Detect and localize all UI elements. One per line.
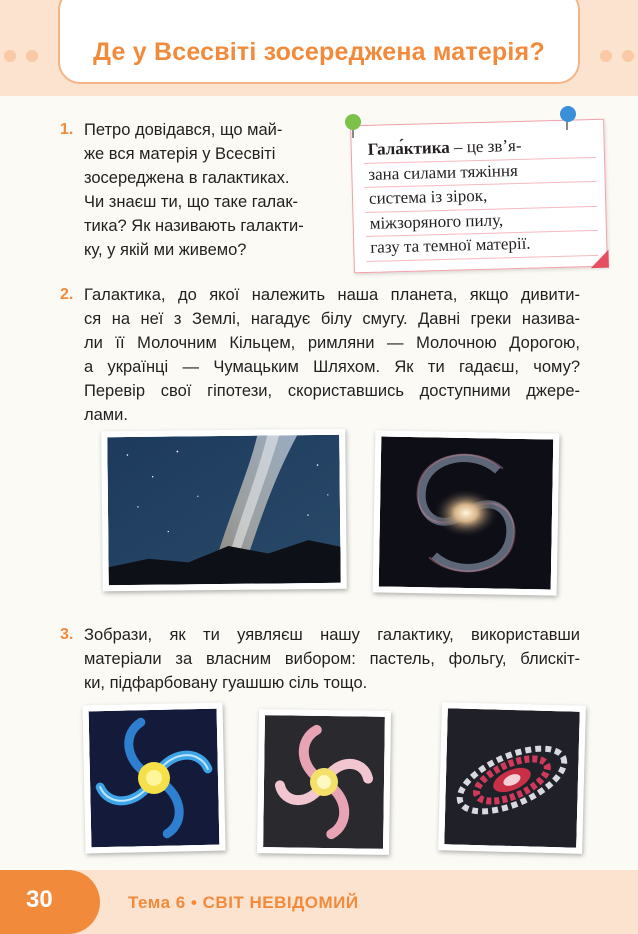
task-2-line: Галактика, до якої належить наша планета, якщо дивити- bbox=[84, 286, 580, 304]
task-1-number: 1. bbox=[60, 121, 74, 138]
decor-dot bbox=[4, 50, 16, 62]
task-2-text bbox=[84, 283, 580, 427]
task-1-line: же вся матерія у Всесвіті bbox=[84, 145, 276, 163]
pink-galaxy-drawing bbox=[263, 715, 385, 849]
milky-way-photo bbox=[101, 429, 347, 592]
definition-note bbox=[350, 119, 608, 274]
page-title: Де у Всесвіті зосереджена матерія? bbox=[93, 38, 545, 66]
green-pin-icon bbox=[345, 114, 361, 130]
task-1-line: зосереджена в галактиках. bbox=[84, 169, 290, 187]
definition-line: зана силами тяжіння bbox=[368, 160, 519, 184]
spiral-galaxy-photo bbox=[373, 430, 560, 595]
task-2-line: лами. bbox=[84, 406, 128, 424]
blue-galaxy-drawing bbox=[89, 709, 220, 848]
task-1-line: Петро довідався, що май- bbox=[84, 121, 283, 139]
section-title: Тема 6 • СВІТ НЕВІДОМИЙ bbox=[128, 893, 359, 912]
red-galaxy-drawing bbox=[444, 708, 580, 847]
decor-dot bbox=[622, 50, 634, 62]
task-2-number: 2. bbox=[60, 286, 74, 303]
blue-pin-icon bbox=[560, 106, 576, 122]
task-3-line: ки, підфарбовану гуашшю сіль тощо. bbox=[84, 674, 368, 692]
task-1-line: ку, у якій ми живемо? bbox=[84, 241, 247, 259]
artwork-blue-galaxy bbox=[82, 703, 225, 854]
milky-way-image bbox=[107, 435, 341, 585]
artwork-red-galaxy bbox=[438, 702, 586, 854]
task-3-line: матеріали за власним вибором: пастель, фольгу, блискіт- bbox=[84, 650, 580, 668]
task-1-line: Чи знаєш ти, що таке галак- bbox=[84, 193, 299, 211]
task-2-line: ся на неї з Землі, нагадує білу смугу. Давні греки назива- bbox=[84, 310, 580, 328]
definition-line: система із зірок, bbox=[368, 185, 488, 208]
definition-term: Гала́ктика bbox=[367, 137, 450, 159]
task-2-line: ли її Молочним Кільцем, римляни — Молочною Дорогою, bbox=[84, 334, 580, 352]
task-1-line: тика? Як називають галакти- bbox=[84, 217, 304, 235]
task-2-line: а українці — Чумацьким Шляхом. Як ти гадаєш, чому? bbox=[84, 358, 580, 376]
task-3-line: Зобрази, як ти уявляєш нашу галактику, використавши bbox=[84, 626, 580, 644]
definition-line-rest: – це зв’я- bbox=[449, 135, 522, 157]
decor-dot bbox=[600, 50, 612, 62]
definition-line: газу та темної матерії. bbox=[370, 233, 531, 257]
definition-text bbox=[367, 132, 600, 260]
decor-dot bbox=[26, 50, 38, 62]
note-corner bbox=[590, 250, 608, 268]
task-2-line: Перевір свої гіпотези, скориставшись доступними джере- bbox=[84, 382, 580, 400]
task-1-text bbox=[84, 118, 334, 262]
task-3-text bbox=[84, 623, 580, 695]
definition-line: міжзоряного пилу, bbox=[369, 209, 504, 233]
artwork-pink-galaxy bbox=[257, 709, 391, 855]
page-number: 30 bbox=[26, 886, 53, 913]
task-3-number: 3. bbox=[60, 626, 74, 643]
spiral-galaxy-image bbox=[379, 437, 554, 590]
